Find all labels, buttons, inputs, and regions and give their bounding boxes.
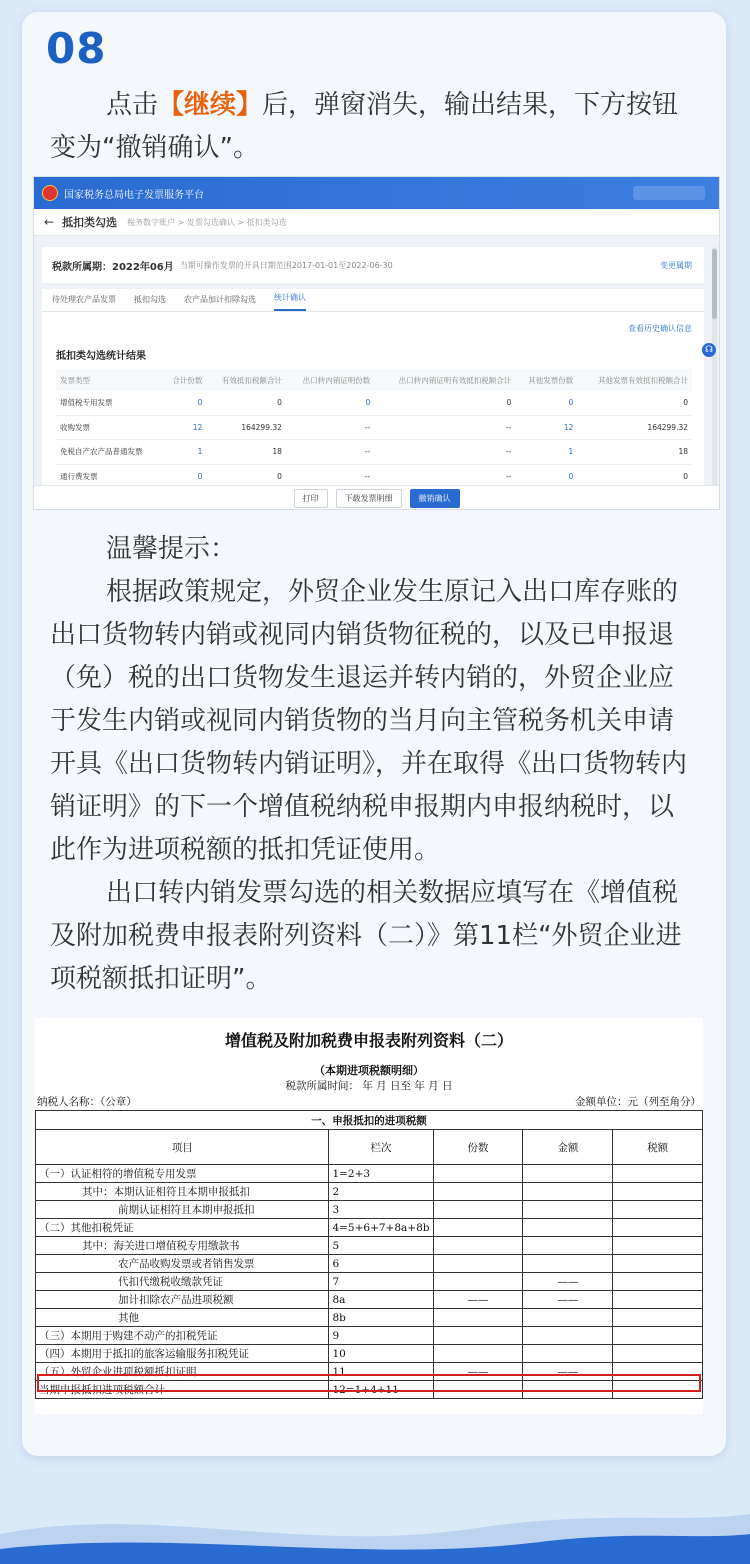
action-bar bbox=[34, 485, 719, 510]
col-header: 出口转内销证明有效抵扣税额合计 bbox=[374, 369, 515, 391]
intro-paragraph bbox=[50, 84, 698, 170]
page-title: 抵扣类勾选 bbox=[62, 216, 118, 229]
table-cell: 收购发票 bbox=[56, 415, 162, 440]
breadcrumb: 税务数字账户 > 发票勾选确认 > 抵扣类勾选 bbox=[127, 217, 287, 227]
table-cell: -- bbox=[374, 464, 515, 489]
form-col: 1=2+3 bbox=[329, 1165, 433, 1183]
tab-bar bbox=[42, 289, 704, 312]
col-header: 合计份数 bbox=[162, 369, 206, 391]
intro-text-after: 后，弹窗消失，输出结果，下方按钮变为“撤销确认”。 bbox=[50, 90, 679, 163]
stats-table bbox=[56, 369, 692, 489]
taxpayer-name: 纳税人名称：（公章） bbox=[37, 1096, 137, 1108]
form-row bbox=[36, 1165, 703, 1183]
scrollbar-thumb[interactable] bbox=[712, 249, 717, 319]
form-col: 10 bbox=[329, 1345, 433, 1363]
form-item: 当期申报抵扣进项税额合计 bbox=[36, 1381, 329, 1399]
table-cell-link[interactable]: 0 bbox=[515, 391, 577, 415]
col-header: 发票类型 bbox=[56, 369, 162, 391]
form-row bbox=[36, 1345, 703, 1363]
form-col-header: 税额 bbox=[613, 1130, 703, 1165]
table-cell-link[interactable]: 12 bbox=[515, 415, 577, 440]
table-cell-link[interactable]: 0 bbox=[162, 464, 206, 489]
form-row bbox=[36, 1219, 703, 1237]
form-row bbox=[36, 1327, 703, 1345]
form-row bbox=[36, 1237, 703, 1255]
table-cell: 164299.32 bbox=[577, 415, 692, 440]
form-row bbox=[36, 1255, 703, 1273]
undo-confirm-button[interactable]: 撤销确认 bbox=[410, 489, 460, 508]
form-table bbox=[35, 1110, 703, 1399]
col-header: 有效抵扣税额合计 bbox=[206, 369, 286, 391]
form-row bbox=[36, 1201, 703, 1219]
table-cell-link[interactable]: 0 bbox=[515, 464, 577, 489]
form-info bbox=[35, 1094, 703, 1110]
form-item: 前期认证相符且本期申报抵扣 bbox=[36, 1201, 329, 1219]
table-cell: 18 bbox=[577, 440, 692, 465]
form-row bbox=[36, 1273, 703, 1291]
form-dash: —— bbox=[433, 1363, 523, 1381]
table-cell: -- bbox=[286, 464, 374, 489]
form-dash: —— bbox=[433, 1291, 523, 1309]
form-dash: —— bbox=[523, 1363, 613, 1381]
table-cell-link[interactable]: 12 bbox=[162, 415, 206, 440]
user-info-blurred bbox=[633, 186, 705, 200]
tax-emblem-icon bbox=[42, 185, 58, 201]
change-period-link[interactable]: 变更属期 bbox=[660, 260, 692, 270]
back-arrow-icon[interactable]: ← bbox=[44, 215, 55, 229]
tab-deduct-select[interactable]: 抵扣勾选 bbox=[134, 295, 166, 304]
form-period: 税款所属时间： 年 月 日至 年 月 日 bbox=[285, 1080, 453, 1092]
form-col: 5 bbox=[329, 1237, 433, 1255]
form-item: 代扣代缴税收缴款凭证 bbox=[36, 1273, 329, 1291]
platform-header bbox=[34, 177, 719, 209]
tips-paragraph-1: 根据政策规定，外贸企业发生原记入出口库存账的出口货物转内销或视同内销货物征税的，以及已申报退（免）税的出口货物发生退运并转内销的，外贸企业应于发生内销或视同内销货物的当月向主管税务机关申请开具《出口货物转内销证明》，并在取得《出口货物转内销证明》的下一个增值税纳税申报期内申报纳税时，以此作为进项税额的抵扣凭证使用。 bbox=[50, 577, 688, 865]
table-cell: 免税自产农产品普通发票 bbox=[56, 440, 162, 465]
stats-header-row bbox=[56, 369, 692, 391]
history-link[interactable]: 查看历史确认信息 bbox=[628, 324, 692, 333]
table-row bbox=[56, 391, 692, 415]
period-label: 税款所属期：2022年06月 bbox=[52, 261, 174, 273]
table-cell: 164299.32 bbox=[206, 415, 286, 440]
table-cell: 18 bbox=[206, 440, 286, 465]
form-item: （一）认证相符的增值税专用发票 bbox=[36, 1165, 329, 1183]
period-note: 当期可操作发票的开具日期范围2017-01-01至2022-06-30 bbox=[179, 260, 393, 270]
form-col-header: 项目 bbox=[36, 1130, 329, 1165]
form-row bbox=[36, 1291, 703, 1309]
table-cell: 0 bbox=[577, 391, 692, 415]
table-cell: -- bbox=[286, 415, 374, 440]
tab-stats-confirm[interactable]: 统计确认 bbox=[274, 292, 306, 311]
stats-panel bbox=[42, 289, 704, 505]
table-cell-link[interactable]: 0 bbox=[286, 391, 374, 415]
bottom-wave-decoration bbox=[0, 1494, 750, 1564]
form-item: （四）本期用于抵扣的旅客运输服务扣税凭证 bbox=[36, 1345, 329, 1363]
form-col: 6 bbox=[329, 1255, 433, 1273]
table-cell-link[interactable]: 0 bbox=[162, 391, 206, 415]
form-item: （三）本期用于购建不动产的扣税凭证 bbox=[36, 1327, 329, 1345]
table-cell: 0 bbox=[206, 391, 286, 415]
form-col-header: 金额 bbox=[523, 1130, 613, 1165]
tab-agri-pending[interactable]: 待处理农产品发票 bbox=[52, 295, 116, 304]
form-col: 12=1+4+11 bbox=[329, 1381, 433, 1399]
intro-highlight: 【继续】 bbox=[158, 90, 263, 120]
section-title: 抵扣类勾选统计结果 bbox=[56, 351, 146, 362]
col-header: 其他发票有效抵扣税额合计 bbox=[577, 369, 692, 391]
download-button[interactable]: 下载发票明细 bbox=[336, 489, 402, 508]
form-row bbox=[36, 1381, 703, 1399]
table-row bbox=[56, 415, 692, 440]
headset-icon[interactable]: ☊ bbox=[702, 343, 716, 357]
form-col-header: 份数 bbox=[433, 1130, 523, 1165]
table-cell: -- bbox=[286, 440, 374, 465]
form-row bbox=[36, 1309, 703, 1327]
breadcrumb-bar bbox=[34, 209, 719, 236]
form-section-title: 一、申报抵扣的进项税额 bbox=[36, 1111, 703, 1130]
tab-agri-extra[interactable]: 农产品加计扣除勾选 bbox=[184, 295, 256, 304]
form-item: 加计扣除农产品进项税额 bbox=[36, 1291, 329, 1309]
form-col: 11 bbox=[329, 1363, 433, 1381]
table-cell-link[interactable]: 1 bbox=[162, 440, 206, 465]
form-col: 9 bbox=[329, 1327, 433, 1345]
table-cell: 0 bbox=[577, 464, 692, 489]
form-item: （五）外贸企业进项税额抵扣证明 bbox=[36, 1363, 329, 1381]
form-dash: —— bbox=[523, 1291, 613, 1309]
intro-text-before: 点击 bbox=[106, 90, 159, 120]
step-number: 08 bbox=[46, 24, 107, 73]
print-button[interactable]: 打印 bbox=[294, 489, 328, 508]
form-col: 8b bbox=[329, 1309, 433, 1327]
table-cell: 0 bbox=[374, 391, 515, 415]
tax-form-screenshot bbox=[35, 1018, 703, 1414]
table-cell: 0 bbox=[206, 464, 286, 489]
amount-unit: 金额单位：元（列至角分） bbox=[575, 1096, 701, 1108]
col-header: 其他发票份数 bbox=[515, 369, 577, 391]
form-row bbox=[36, 1183, 703, 1201]
table-row bbox=[56, 440, 692, 465]
table-cell: 增值税专用发票 bbox=[56, 391, 162, 415]
form-header-row bbox=[36, 1130, 703, 1165]
form-item: （二）其他扣税凭证 bbox=[36, 1219, 329, 1237]
form-subtitle: （本期进项税额明细） bbox=[314, 1064, 424, 1077]
form-item: 农产品收购发票或者销售发票 bbox=[36, 1255, 329, 1273]
form-item: 其中：本期认证相符且本期申报抵扣 bbox=[36, 1183, 329, 1201]
col-header: 出口转内销证明份数 bbox=[286, 369, 374, 391]
form-col: 8a bbox=[329, 1291, 433, 1309]
table-cell: -- bbox=[374, 440, 515, 465]
form-col: 4=5+6+7+8a+8b bbox=[329, 1219, 433, 1237]
table-cell: 通行费发票 bbox=[56, 464, 162, 489]
period-bar bbox=[42, 247, 704, 283]
tips-paragraph-2: 出口转内销发票勾选的相关数据应填写在《增值税及附加税费申报表附列资料（二）》第11栏“外贸企业进项税额抵扣证明”。 bbox=[50, 878, 682, 994]
platform-title: 国家税务总局电子发票服务平台 bbox=[64, 189, 204, 201]
form-col-header: 栏次 bbox=[329, 1130, 433, 1165]
form-col: 3 bbox=[329, 1201, 433, 1219]
platform-screenshot bbox=[33, 176, 720, 510]
form-title: 增值税及附加税费申报表附列资料（二） bbox=[224, 1031, 513, 1050]
form-dash: —— bbox=[523, 1273, 613, 1291]
form-item: 其中：海关进口增值税专用缴款书 bbox=[36, 1237, 329, 1255]
form-row-highlighted bbox=[36, 1363, 703, 1381]
form-col: 7 bbox=[329, 1273, 433, 1291]
tips-title: 温馨提示： bbox=[106, 534, 237, 564]
table-cell: -- bbox=[374, 415, 515, 440]
form-col: 2 bbox=[329, 1183, 433, 1201]
table-cell-link[interactable]: 1 bbox=[515, 440, 577, 465]
form-item: 其他 bbox=[36, 1309, 329, 1327]
